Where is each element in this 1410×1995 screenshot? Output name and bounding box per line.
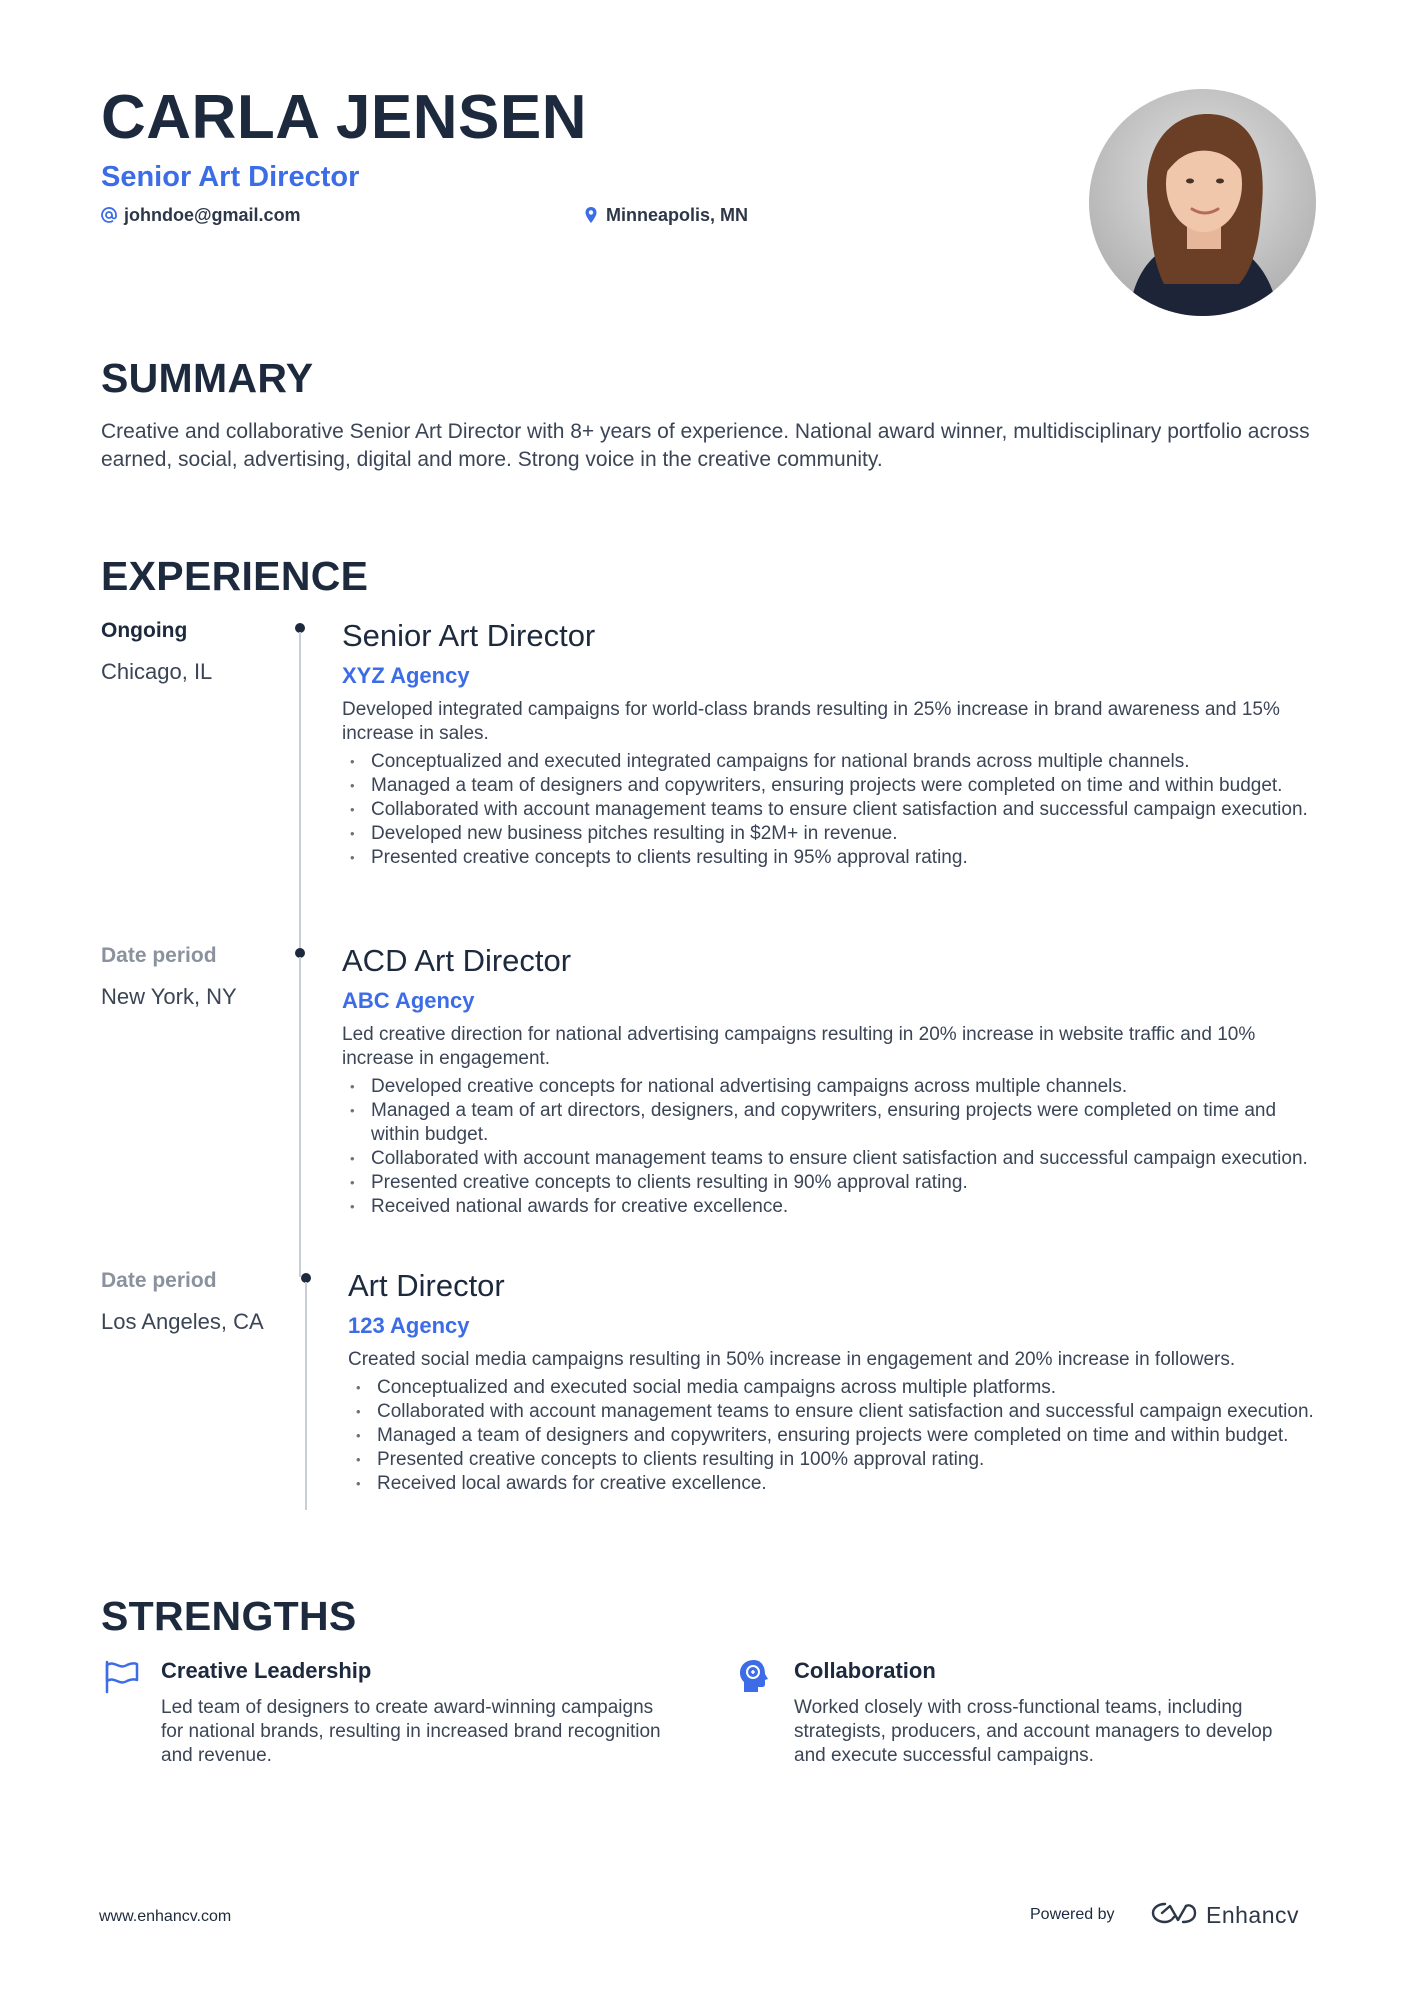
experience-location: New York, NY: [101, 984, 237, 1009]
bullet-item: • Received local awards for creative excellence.: [348, 1472, 1318, 1496]
bullet-item: • Managed a team of designers and copywriters, ensuring projects were completed on time and within budget.: [348, 1424, 1318, 1448]
bullet-item: • Collaborated with account management teams to ensure client satisfaction and successful campaign execution.: [342, 1147, 1312, 1171]
bullet-item: • Conceptualized and executed social media campaigns across multiple platforms.: [348, 1376, 1318, 1400]
bullet-item: • Managed a team of designers and copywriters, ensuring projects were completed on time and within budget.: [342, 774, 1312, 798]
experience-date: Date period: [101, 1269, 217, 1292]
company-name: 123 Agency: [348, 1313, 470, 1338]
timeline-line: [299, 632, 301, 957]
powered-by-label: Powered by: [1030, 1906, 1115, 1923]
experience-location: Los Angeles, CA: [101, 1309, 264, 1334]
email-text: johndoe@gmail.com: [124, 204, 301, 225]
job-title: Senior Art Director: [342, 618, 596, 653]
job-description: Led creative direction for national advertising campaigns resulting in 20% increase in website traffic and 10% increase in engagement.: [342, 1024, 1256, 1069]
experience-location: Chicago, IL: [101, 659, 213, 684]
experience-title: EXPERIENCE: [101, 553, 369, 599]
flag-icon: [101, 1656, 141, 1696]
location-text: Minneapolis, MN: [606, 204, 749, 225]
job-description: Developed integrated campaigns for world-class brands resulting in 25% increase in brand awareness and 15% increase in sales.: [342, 699, 1280, 744]
strength-description: Led team of designers to create award-winning campaigns for national brands, resulting in increased brand recognition and revenue.: [161, 1697, 661, 1766]
experience-body: [348, 1268, 1318, 1496]
bullet-item: • Presented creative concepts to clients resulting in 100% approval rating.: [348, 1448, 1318, 1472]
bullet-item: • Presented creative concepts to clients resulting in 90% approval rating.: [342, 1171, 1312, 1195]
bullet-item: • Collaborated with account management teams to ensure client satisfaction and successful campaign execution.: [348, 1400, 1318, 1424]
company-name: XYZ Agency: [342, 663, 470, 688]
profile-photo: [1089, 89, 1316, 316]
candidate-headline: Senior Art Director: [101, 161, 360, 193]
summary-text: Creative and collaborative Senior Art Director with 8+ years of experience. National award winner, multidisciplinary portfolio across earned, social, advertising, digital and more. Strong voice in the creative community.: [101, 420, 1310, 471]
head-icon: [734, 1656, 774, 1696]
contact-location: [583, 203, 748, 227]
job-description: Created social media campaigns resulting in 50% increase in engagement and 20% increase in followers.: [348, 1349, 1236, 1370]
bullet-item: • Collaborated with account management teams to ensure client satisfaction and successful campaign execution.: [342, 798, 1312, 822]
timeline-line: [299, 957, 301, 1277]
summary-title: SUMMARY: [101, 355, 314, 401]
footer-url[interactable]: www.enhancv.com: [99, 1908, 232, 1925]
bullet-item: • Received national awards for creative excellence.: [342, 1195, 1312, 1219]
strengths-title: STRENGTHS: [101, 1593, 357, 1639]
brand-logo[interactable]: [1150, 1897, 1299, 1933]
job-title: ACD Art Director: [342, 943, 572, 978]
bullet-list: [348, 1376, 1318, 1496]
bullet-item: • Managed a team of art directors, designers, and copywriters, ensuring projects were completed on time and within budget.: [342, 1099, 1312, 1147]
at-icon: [101, 206, 117, 224]
candidate-name: CARLA JENSEN: [101, 83, 587, 152]
bullet-list: [342, 1075, 1312, 1219]
brand-name: Enhancv: [1206, 1901, 1300, 1928]
experience-body: [342, 943, 1312, 1219]
experience-date: Ongoing: [101, 619, 188, 642]
experience-date: Date period: [101, 944, 217, 967]
bullet-item: • Conceptualized and executed integrated campaigns for national brands across multiple channels.: [342, 750, 1312, 774]
strength-title: Creative Leadership: [161, 1658, 372, 1683]
timeline-line: [305, 1282, 307, 1510]
bullet-item: • Presented creative concepts to clients resulting in 95% approval rating.: [342, 846, 1312, 870]
experience-body: [342, 618, 1312, 870]
bullet-item: • Developed creative concepts for national advertising campaigns across multiple channels.: [342, 1075, 1312, 1099]
enhancv-logo-icon: [1150, 1900, 1198, 1931]
job-title: Art Director: [348, 1268, 505, 1303]
location-pin-icon: [583, 206, 599, 224]
strength-title: Collaboration: [794, 1658, 936, 1683]
contact-email[interactable]: [101, 203, 301, 227]
bullet-list: [342, 750, 1312, 870]
bullet-item: • Developed new business pitches resulting in $2M+ in revenue.: [342, 822, 1312, 846]
company-name: ABC Agency: [342, 988, 475, 1013]
strength-description: Worked closely with cross-functional teams, including strategists, producers, and account managers to develop and execute successful campaigns.: [794, 1697, 1273, 1766]
